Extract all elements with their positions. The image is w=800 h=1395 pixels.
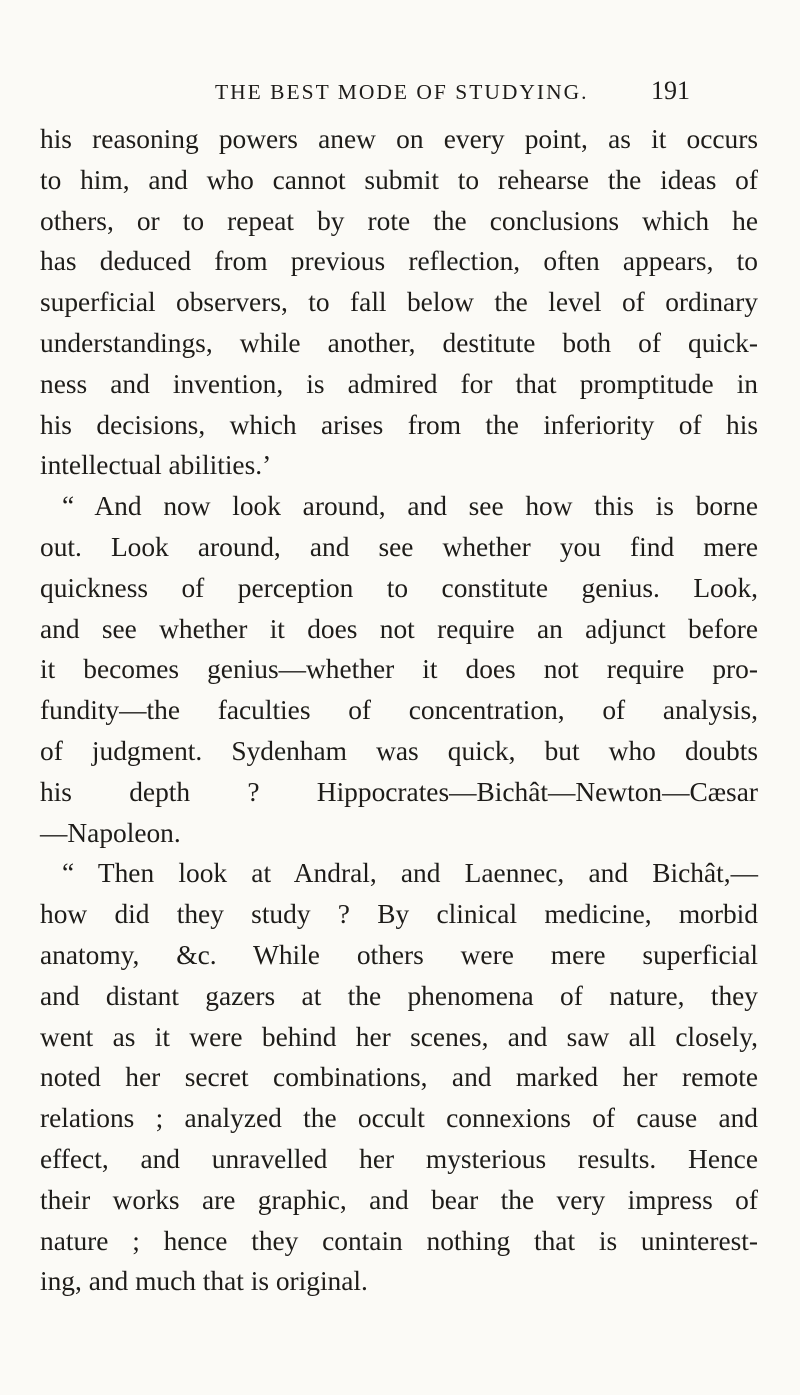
text-line: quickness of perception to constitute genius. Look, xyxy=(40,572,758,603)
text-line: relations ; analyzed the occult connexions of cause and xyxy=(40,1103,758,1134)
text-line: noted her secret combinations, and marked her remote xyxy=(40,1062,758,1093)
text-line: his decisions, which arises from the inferiority of his xyxy=(40,409,758,440)
text-line: it becomes genius—whether it does not require pro- xyxy=(40,654,758,685)
paragraph-start-line: “ Then look at Andral, and Laennec, and Bichât,— xyxy=(62,858,758,889)
text-line: out. Look around, and see whether you find mere xyxy=(40,531,758,562)
page-header xyxy=(0,70,800,110)
text-line: and see whether it does not require an adjunct before xyxy=(40,613,758,644)
running-head: THE BEST MODE OF STUDYING. xyxy=(215,80,589,104)
text-line: and distant gazers at the phenomena of nature, they xyxy=(40,980,758,1011)
text-line: superficial observers, to fall below the level of ordinary xyxy=(40,287,758,318)
text-line: to him, and who cannot submit to rehearse the ideas of xyxy=(40,164,758,195)
text-line: has deduced from previous reflection, often appears, to xyxy=(40,246,758,277)
page-number: 191 xyxy=(651,76,690,105)
text-line: his depth ? Hippocrates—Bichât—Newton—Cæsar xyxy=(40,776,758,807)
text-line: his reasoning powers anew on every point, as it occurs xyxy=(40,124,758,154)
paragraph-start-line: “ And now look around, and see how this is borne xyxy=(62,491,758,522)
text-line: effect, and unravelled her mysterious results. Hence xyxy=(40,1143,758,1174)
text-line: —Napoleon. xyxy=(40,817,181,848)
text-line: others, or to repeat by rote the conclusions which he xyxy=(40,205,758,236)
text-line: ing, and much that is original. xyxy=(40,1266,368,1297)
text-line: went as it were behind her scenes, and saw all closely, xyxy=(40,1021,758,1052)
text-line: fundity—the faculties of concentration, of analysis, xyxy=(40,695,758,726)
text-line: nature ; hence they contain nothing that is uninterest- xyxy=(40,1225,758,1256)
text-line: ness and invention, is admired for that promptitude in xyxy=(40,368,758,399)
text-line: intellectual abilities.’ xyxy=(40,450,272,481)
body-text xyxy=(40,119,758,1302)
text-line: of judgment. Sydenham was quick, but who doubts xyxy=(40,735,758,766)
text-line: anatomy, &c. While others were mere superficial xyxy=(40,939,758,970)
text-line: how did they study ? By clinical medicine, morbid xyxy=(40,899,758,930)
text-line: their works are graphic, and bear the very impress of xyxy=(40,1184,758,1215)
text-line: understandings, while another, destitute both of quick- xyxy=(40,327,758,358)
